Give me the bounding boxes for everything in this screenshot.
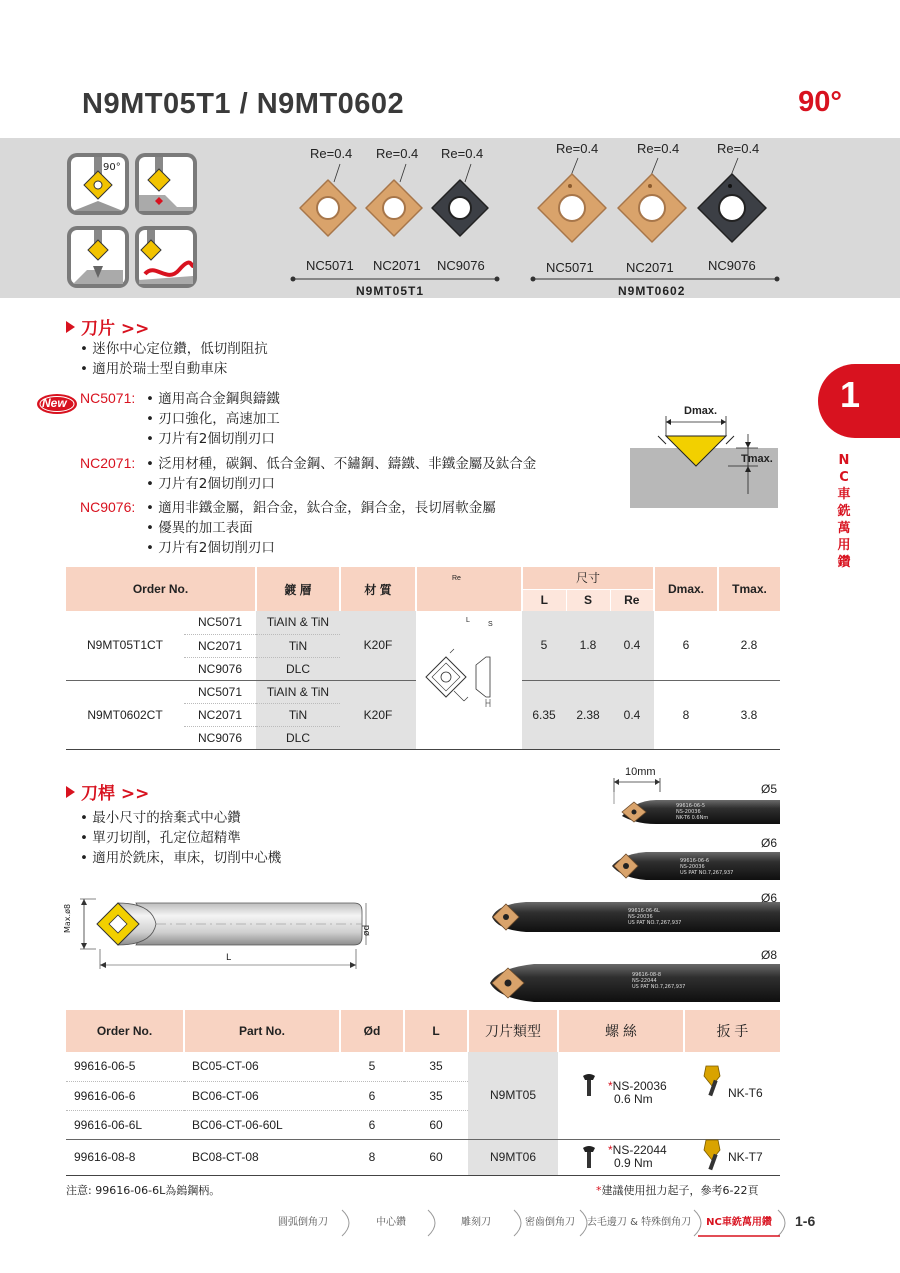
- part-cell: BC06-CT-06: [184, 1081, 340, 1110]
- coating-cell: TiN: [256, 634, 340, 657]
- insert-label-g2-nc9076: NC9076: [708, 258, 756, 273]
- dmax-cell: 6: [654, 611, 718, 680]
- triangle-bullet-icon: [66, 786, 75, 798]
- dmax-cell: 8: [654, 680, 718, 749]
- insert-type-cell: N9MT06: [468, 1139, 558, 1175]
- shank-print-4: 99616-08-8 NS-22044 US PAT NO.7,267,937: [632, 972, 686, 990]
- col-material: 材 質: [340, 567, 416, 611]
- coating-cell: TiN: [256, 703, 340, 726]
- grade-cell: NC9076: [184, 657, 256, 680]
- product-banner: [0, 138, 900, 298]
- nav-item-dense-chamfer[interactable]: 密齒倒角刀: [525, 1217, 575, 1228]
- group1-line: [290, 275, 500, 283]
- col-od: Ød: [340, 1010, 404, 1052]
- col-size: 尺寸: [522, 567, 654, 589]
- insert-label-g1-nc2071: NC2071: [373, 258, 421, 273]
- col-order-no: Order No.: [66, 1010, 184, 1052]
- wrench-icon: [702, 1062, 726, 1098]
- scale-label: 10mm: [625, 766, 656, 778]
- nav-item-radius-chamfer[interactable]: 圓弧倒角刀: [278, 1217, 328, 1228]
- page-title: N9MT05T1 / N9MT0602: [82, 88, 405, 120]
- table-row: [66, 611, 780, 634]
- footnote-left: 注意: 99616-06-6L為鎢鋼柄。: [66, 1184, 221, 1197]
- grade-nc5071-line-3: • 刀片有2個切削刃口: [146, 431, 275, 447]
- screw-cell: [558, 1052, 684, 1139]
- chapter-tab[interactable]: [818, 364, 900, 438]
- s-cell: 2.38: [566, 680, 610, 749]
- holder-od-label: ød: [362, 924, 372, 936]
- grade-nc2071-line-2: • 刀片有2個切削刃口: [146, 476, 275, 492]
- diameter-label-3: Ø6: [761, 891, 778, 905]
- l-cell: 60: [404, 1139, 468, 1175]
- coating-cell: DLC: [256, 657, 340, 680]
- material-cell: K20F: [340, 680, 416, 749]
- holder-section-heading: 刀桿 >>: [66, 779, 149, 804]
- insert-bullet-1: • 迷你中心定位鑽，低切削阻抗: [80, 341, 268, 357]
- nav-item-engraving[interactable]: 雕刻刀: [461, 1217, 491, 1228]
- chapter-number: 1: [839, 374, 861, 415]
- holder-l-label: L: [226, 953, 232, 963]
- symbol-turning-90: [67, 153, 129, 215]
- grade-nc2071: NC2071:: [80, 455, 136, 471]
- wrench-icon: [702, 1136, 726, 1172]
- insert-type-cell: N9MT05: [468, 1052, 558, 1139]
- grade-nc9076-line-1: • 適用非鐵金屬，鋁合金，鈦合金，銅合金，長切屑軟金屬: [146, 500, 496, 516]
- screw-spec: *NS-22044 0.9 Nm: [608, 1142, 667, 1170]
- col-part-no: Part No.: [184, 1010, 340, 1052]
- wrench-label: NK-T7: [728, 1149, 763, 1164]
- diameter-label-1: Ø5: [761, 782, 778, 796]
- order-no-cell: N9MT0602CT: [66, 680, 184, 749]
- drawing-s-label: S: [488, 621, 493, 629]
- holder-bullet-1: • 最小尺寸的捨棄式中心鑽: [80, 810, 241, 826]
- material-cell: K20F: [340, 611, 416, 680]
- tmax-label: Tmax.: [741, 453, 773, 465]
- l-cell: 6.35: [522, 680, 566, 749]
- grade-nc5071-line-1: • 適用高合金鋼與鑄鐵: [146, 391, 280, 407]
- grade-nc5071: NC5071:: [80, 390, 136, 406]
- grade-nc2071-line-1: • 泛用材種，碳鋼、低合金鋼、不鏽鋼、鑄鐵、非鐵金屬及鈦合金: [146, 456, 537, 472]
- page-number: 1-6: [795, 1213, 816, 1229]
- angle-label: 90°: [798, 86, 842, 118]
- insert-label-g2-nc5071: NC5071: [546, 260, 594, 275]
- shank-print-1: 99616-06-5 NS-20036 NK-T6 0.6Nm: [676, 803, 709, 821]
- group1-name: N9MT05T1: [356, 284, 425, 298]
- group2-name: N9MT0602: [618, 284, 686, 298]
- l-cell: 60: [404, 1110, 468, 1139]
- coating-cell: TiAIN & TiN: [256, 680, 340, 703]
- l-cell: 35: [404, 1081, 468, 1110]
- diameter-label-2: Ø6: [761, 836, 778, 850]
- shank-print-2: 99616-06-6 NS-20036 US PAT NO.7,267,937: [680, 858, 734, 876]
- insert-images-g1: [290, 160, 500, 260]
- triangle-bullet-icon: [66, 321, 75, 333]
- re-cell: 0.4: [610, 680, 654, 749]
- re-label-g1-2: Re=0.4: [376, 146, 419, 161]
- grade-cell: NC5071: [184, 680, 256, 703]
- order-cell: 99616-06-6L: [66, 1110, 184, 1139]
- order-no-cell: N9MT05T1CT: [66, 611, 184, 680]
- insert-label-g1-nc9076: NC9076: [437, 258, 485, 273]
- wrench-cell: [684, 1052, 780, 1139]
- tmax-cell: 2.8: [718, 611, 780, 680]
- d-cell: 5: [340, 1052, 404, 1081]
- grade-cell: NC5071: [184, 611, 256, 634]
- nav-item-center-drill[interactable]: 中心鑽: [376, 1217, 406, 1228]
- screw-icon: [582, 1072, 596, 1098]
- re-label-g2-1: Re=0.4: [556, 141, 599, 156]
- dmax-label: Dmax.: [684, 405, 718, 417]
- diameter-label-4: Ø8: [761, 948, 778, 962]
- insert-drawing-cell: [416, 575, 522, 749]
- col-tmax: Tmax.: [718, 567, 780, 611]
- screw-spec: *NS-20036 0.6 Nm: [608, 1079, 667, 1106]
- col-coating: 鍍 層: [256, 567, 340, 611]
- table-row: [66, 1139, 780, 1175]
- part-cell: BC05-CT-06: [184, 1052, 340, 1081]
- symbol-chamfer: [135, 153, 197, 215]
- new-badge-text: New: [42, 396, 67, 410]
- re-label-g2-3: Re=0.4: [717, 141, 760, 156]
- group2-line: [530, 275, 780, 283]
- symbol-profile: [135, 226, 197, 288]
- grade-nc5071-line-2: • 刃口強化，高速加工: [146, 411, 280, 427]
- wrench-cell: [684, 1139, 780, 1175]
- tmax-cell: 3.8: [718, 680, 780, 749]
- col-wrench: 扳 手: [684, 1010, 780, 1052]
- col-screw: 螺 絲: [558, 1010, 684, 1052]
- part-cell: BC08-CT-08: [184, 1139, 340, 1175]
- l-cell: 35: [404, 1052, 468, 1081]
- d-cell: 6: [340, 1110, 404, 1139]
- re-label-g1-3: Re=0.4: [441, 146, 484, 161]
- drawing-re-label: Re: [452, 575, 461, 583]
- holder-bullet-3: • 適用於銑床，車床，切削中心機: [80, 850, 282, 866]
- chapter-title: NC車銑萬用鑽: [837, 453, 851, 570]
- coating-cell: DLC: [256, 726, 340, 749]
- holder-table: [66, 1010, 780, 1176]
- holder-bullet-2: • 單刃切削，孔定位超精準: [80, 830, 241, 846]
- order-cell: 99616-06-5: [66, 1052, 184, 1081]
- insert-label-g2-nc2071: NC2071: [626, 260, 674, 275]
- nav-item-deburr[interactable]: 去毛邊刀 & 特殊倒角刀: [586, 1217, 692, 1228]
- insert-dimension-drawing: [424, 643, 514, 713]
- insert-bullet-2: • 適用於瑞士型自動車床: [80, 361, 228, 377]
- drawing-l-label: L: [466, 617, 470, 625]
- col-s: S: [566, 589, 610, 611]
- insert-images-g2: [530, 156, 780, 256]
- re-label-g1-1: Re=0.4: [310, 146, 353, 161]
- insert-label-g1-nc5071: NC5071: [306, 258, 354, 273]
- col-re: Re: [610, 589, 654, 611]
- l-cell: 5: [522, 611, 566, 680]
- grade-cell: NC2071: [184, 703, 256, 726]
- re-label-g2-2: Re=0.4: [637, 141, 680, 156]
- insert-section-heading: 刀片 >>: [66, 314, 149, 339]
- part-cell: BC06-CT-06-60L: [184, 1110, 340, 1139]
- grade-cell: NC9076: [184, 726, 256, 749]
- grade-nc9076: NC9076:: [80, 499, 136, 515]
- col-l: L: [522, 589, 566, 611]
- coating-cell: TiAIN & TiN: [256, 611, 340, 634]
- footnote-right: *建議使用扭力起子，參考6-22頁: [596, 1184, 759, 1197]
- screw-cell: [558, 1139, 684, 1175]
- d-cell: 6: [340, 1081, 404, 1110]
- screw-icon: [582, 1144, 596, 1170]
- col-order-no: Order No.: [66, 567, 256, 611]
- col-insert-type: 刀片類型: [468, 1010, 558, 1052]
- holder-max-d-label: Max.ø8: [63, 903, 72, 933]
- wrench-label: NK-T6: [728, 1086, 763, 1100]
- d-cell: 8: [340, 1139, 404, 1175]
- grade-cell: NC2071: [184, 634, 256, 657]
- shank-print-3: 99616-06-6L NS-20036 US PAT NO.7,267,937: [628, 908, 682, 926]
- order-cell: 99616-06-6: [66, 1081, 184, 1110]
- col-drawing: [416, 567, 522, 611]
- nav-item-nc-drill[interactable]: NC車銑萬用鑽: [706, 1217, 772, 1228]
- col-dmax: Dmax.: [654, 567, 718, 611]
- grade-nc9076-line-2: • 優異的加工表面: [146, 520, 253, 536]
- table-row: [66, 1052, 780, 1081]
- grade-nc9076-line-3: • 刀片有2個切削刃口: [146, 540, 275, 556]
- symbol-centering: [67, 226, 129, 288]
- s-cell: 1.8: [566, 611, 610, 680]
- re-cell: 0.4: [610, 611, 654, 680]
- symbol-90-label: 90°: [103, 162, 121, 173]
- col-l: L: [404, 1010, 468, 1052]
- insert-table: [66, 567, 780, 750]
- order-cell: 99616-08-8: [66, 1139, 184, 1175]
